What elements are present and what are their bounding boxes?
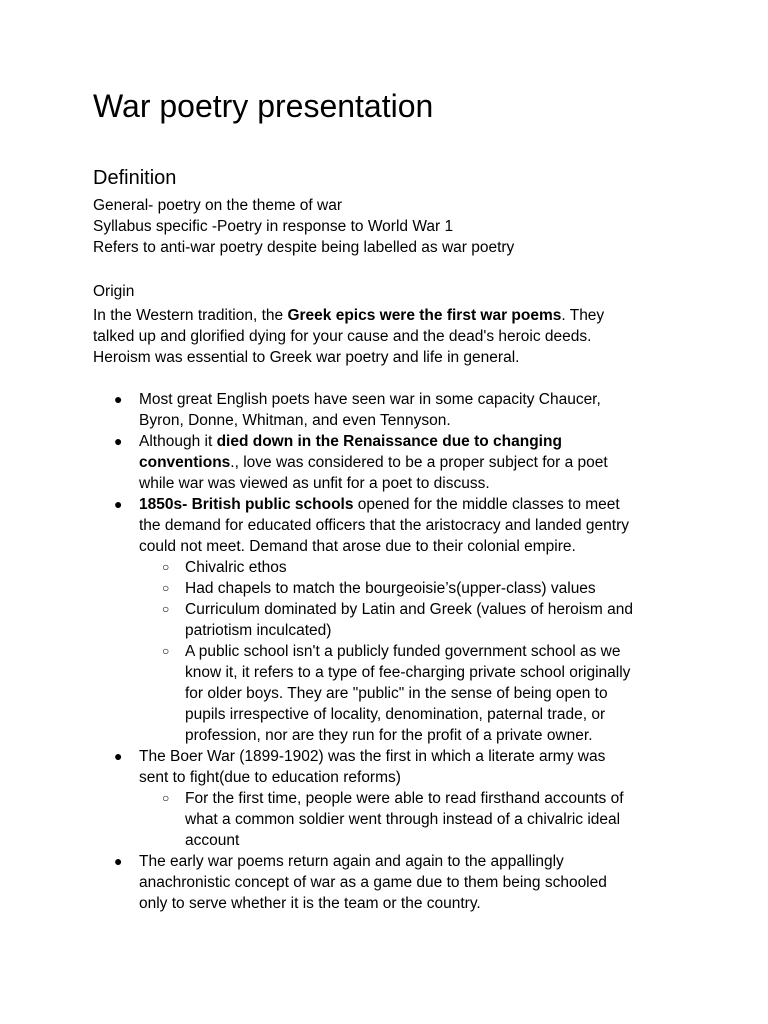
list-line: account	[185, 832, 240, 849]
bullet-icon: ●	[114, 433, 123, 449]
origin-line: Heroism was essential to Greek war poetry and life in general.	[93, 349, 520, 366]
hollow-bullet-icon: ○	[162, 644, 170, 658]
list-line: the demand for educated officers that the aristocracy and landed gentry	[139, 517, 629, 534]
sub-list-item	[93, 788, 683, 851]
list-line: A public school isn't a publicly funded government school as we	[185, 643, 621, 660]
hollow-bullet-icon: ○	[162, 791, 170, 805]
text-span: ., love was considered to be a proper subject for a poet	[230, 454, 608, 471]
origin-paragraph	[93, 305, 663, 368]
definition-line: Refers to anti-war poetry despite being labelled as war poetry	[93, 239, 515, 256]
text-span: In the Western tradition, the	[93, 307, 288, 324]
list-line: Most great English poets have seen war in some capacity Chaucer,	[139, 391, 601, 408]
list-line: For the first time, people were able to read firsthand accounts of	[185, 790, 624, 807]
list-line: know it, it refers to a type of fee-charging private school originally	[185, 664, 631, 681]
definition-line: General- poetry on the theme of war	[93, 197, 342, 214]
origin-line: talked up and glorified dying for your cause and the dead's heroic deeds.	[93, 328, 592, 345]
list-line	[139, 452, 683, 473]
list-item	[93, 431, 683, 494]
origin-line	[93, 305, 663, 326]
list-line: anachronistic concept of war as a game due to them being schooled	[139, 874, 607, 891]
hollow-bullet-icon: ○	[162, 560, 170, 574]
list-line: only to serve whether it is the team or the country.	[139, 895, 481, 912]
list-line	[139, 431, 683, 452]
list-line: The Boer War (1899-1902) was the first in which a literate army was	[139, 748, 606, 765]
text-span: opened for the middle classes to meet	[353, 496, 620, 513]
bullet-icon: ●	[114, 496, 123, 512]
text-span: . They	[561, 307, 605, 324]
bold-span: Greek epics were the first war poems	[287, 307, 562, 324]
list-line: Had chapels to match the bourgeoisie’s(upper-class) values	[185, 580, 596, 597]
hollow-bullet-icon: ○	[162, 581, 170, 595]
list-line: could not meet. Demand that arose due to their colonial empire.	[139, 538, 576, 555]
list-line: for older boys. They are "public" in the sense of being open to	[185, 685, 608, 702]
list-item	[93, 851, 683, 914]
list-line: profession, nor are they run for the profit of a private owner.	[185, 727, 593, 744]
sub-list-item	[93, 578, 683, 599]
list-line: Chivalric ethos	[185, 559, 287, 576]
definition-line: Syllabus specific -Poetry in response to World War 1	[93, 218, 454, 235]
sub-list-item	[93, 641, 683, 746]
list-item	[93, 389, 683, 431]
bold-span: died down in the Renaissance due to changing	[216, 433, 562, 450]
list-line: what a common soldier went through instead of a chivalric ideal	[185, 811, 621, 828]
bullet-list	[93, 389, 683, 914]
list-line: Curriculum dominated by Latin and Greek (values of heroism and	[185, 601, 634, 618]
list-line	[139, 494, 683, 515]
list-line: The early war poems return again and again to the appallingly	[139, 853, 564, 870]
list-line: sent to fight(due to education reforms)	[139, 769, 401, 786]
sub-list-item	[93, 557, 683, 578]
bullet-icon: ●	[114, 853, 123, 869]
bullet-icon: ●	[114, 748, 123, 764]
hollow-bullet-icon: ○	[162, 602, 170, 616]
bold-span: 1850s- British public schools	[139, 496, 354, 513]
definition-heading: Definition	[93, 167, 177, 189]
list-line: patriotism inculcated)	[185, 622, 332, 639]
list-line: Byron, Donne, Whitman, and even Tennyson.	[139, 412, 451, 429]
list-item	[93, 746, 683, 788]
list-line: while war was viewed as unfit for a poet to discuss.	[139, 475, 490, 492]
sub-list-item	[93, 599, 683, 641]
document-title: War poetry presentation	[93, 88, 434, 124]
list-item	[93, 494, 683, 557]
text-span: Although it	[139, 433, 217, 450]
bold-span: conventions	[139, 454, 231, 471]
definition-lines	[93, 195, 514, 258]
list-line: pupils irrespective of locality, denomination, paternal trade, or	[185, 706, 606, 723]
bullet-icon: ●	[114, 391, 123, 407]
origin-heading: Origin	[93, 283, 135, 300]
